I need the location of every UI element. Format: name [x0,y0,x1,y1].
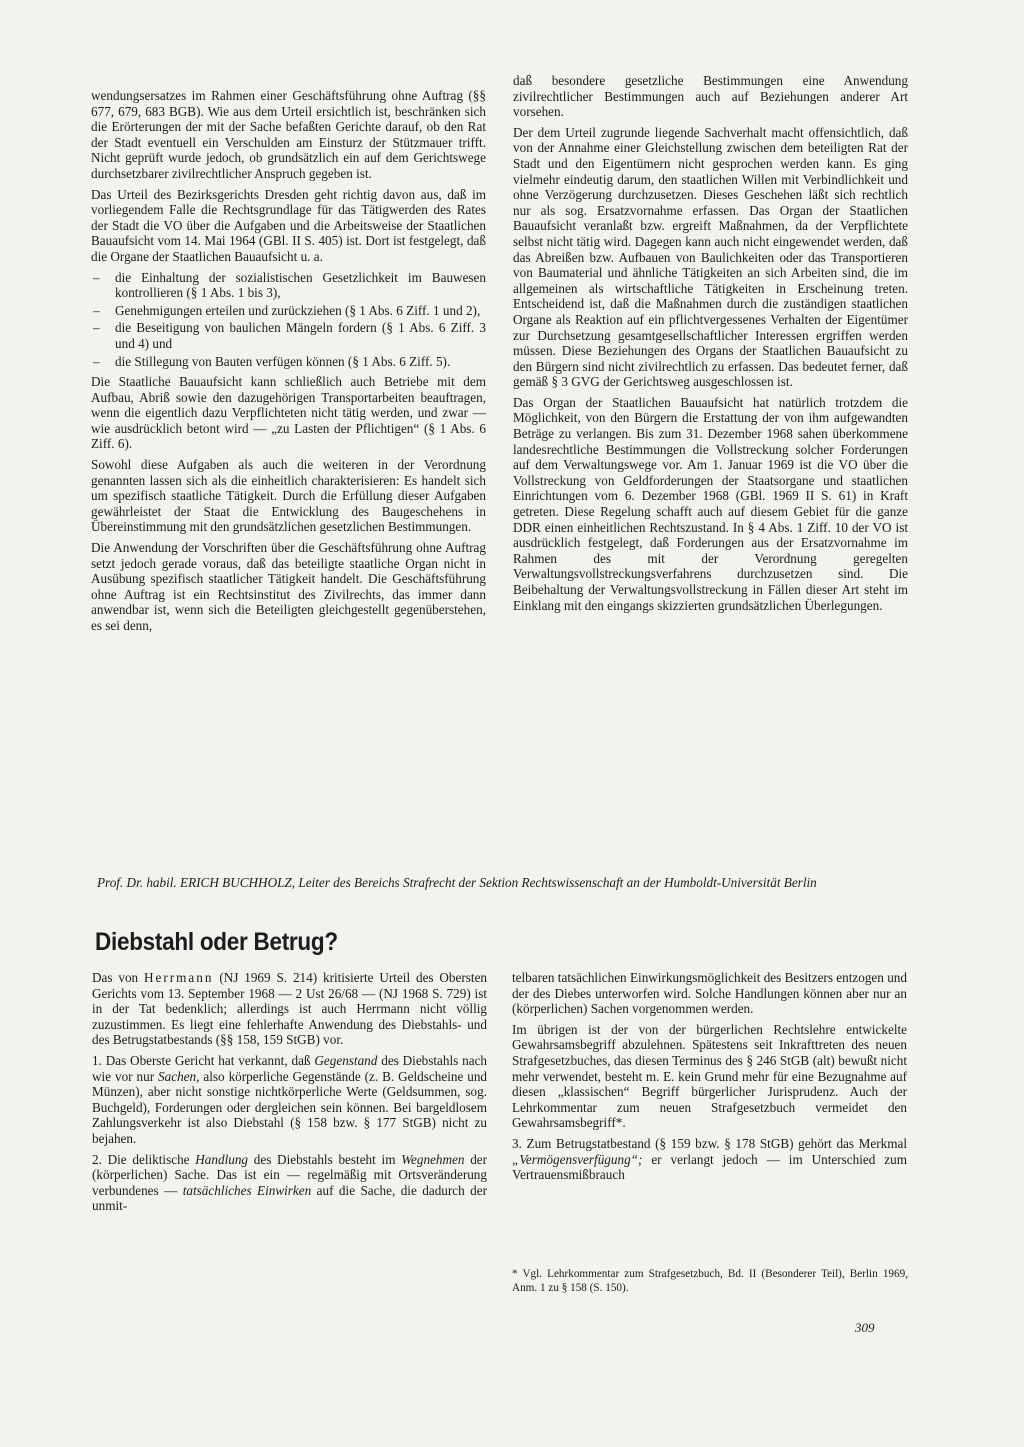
paragraph: Das Organ der Staatlichen Bauaufsicht hat natürlich trotzdem die Möglichkeit, von den Bürgern die Erstattung der von ihm aufgewandten Beträge zu verlangen. Bis zum 31. Dezember 1968 sahen überkommene landesrechtliche Bestimmungen die Vollstreckung solcher Forderungen auf dem Verwaltungswege vor. Am 1. Januar 1969 ist die VO über die Vollstreckung von Geldforderungen der Staatsorgane und staatlichen Einrichtungen vom 6. Dezember 1968 (GBl. 1969 II S. 61) in Kraft getreten. Diese Regelung schafft auch auf diesem Gebiet für die ganze DDR einen einheitlichen Rechtszustand. In § 4 Abs. 1 Ziff. 10 der VO ist ausdrücklich festgelegt, daß Forderungen aus der Ersatzvornahme im Rahmen des mit der Verordnung geregelten Verwaltungsvollstreckungsverfahrens durchzusetzen sind. Die Beibehaltung der Verwaltungsvollstreckung in Fällen dieser Art steht im Einklang mit den eingangs skizzierten grundsätzlichen Überlegungen. [513,394,908,613]
paragraph [92,970,487,1048]
text-run: der (körperlichen) Sache. Das ist ein — regelmäßig mit Ortsveränderung verbundenes — [92,1151,488,1198]
emphasis: Sachen, [158,1068,200,1084]
top-right-column [513,73,908,618]
list-item: – die Einhaltung der sozialistischen Gesetzlichkeit im Bauwesen kontrollieren (§ 1 Abs. 1 bis 3), [91,270,486,301]
emphasis: Wegnehmen [401,1151,465,1167]
text-run: er verlangt jedoch — im Unterschied zum Vertrauensmißbrauch [512,1151,907,1183]
paragraph: Die Staatliche Bauaufsicht kann schließlich auch Betriebe mit dem Aufbau, Abriß sowie den dazugehörigen Transportarbeiten beauftragen, wenn die eigentlich dazu Verpflichteten nicht tätig werden, und zwar — wie ausdrücklich betont wird — „zu Lasten der Pflichtigen“ (§ 1 Abs. 6 Ziff. 6). [91,374,486,452]
bottom-left-column [92,970,487,1219]
list-item: – die Stillegung von Bauten verfügen können (§ 1 Abs. 6 Ziff. 5). [91,354,486,370]
top-left-column [91,88,486,639]
emphasis: tatsächliches Einwirken [182,1182,312,1198]
paragraph: Das Urteil des Bezirksgerichts Dresden geht richtig davon aus, daß im vorliegendem Falle die Rechtsgrundlage für das Tätigwerden des Rates der Stadt die VO über die Aufgaben und die Arbeitsweise der Staatlichen Bauaufsicht vom 14. Mai 1964 (GBl. II S. 405) ist. Dort ist festgelegt, daß die Organe der Staatlichen Bauaufsicht u. a. [91,186,486,264]
paragraph: daß besondere gesetzliche Bestimmungen eine Anwendung zivilrechtlicher Bestimmungen auch auf Beziehungen anderer Art vorsehen. [513,73,908,120]
paragraph: wendungsersatzes im Rahmen einer Geschäftsführung ohne Auftrag (§§ 677, 679, 683 BGB). Wie aus dem Urteil ersichtlich ist, beschränken sich die Erörterungen der mit der Sache befaßten Gerichte darauf, ob den Rat der Stadt eventuell ein Verschulden am Einsturz der Stützmauer trifft. Nicht geprüft wurde jedoch, ob grundsätzlich ein auf dem Gerichtswege durchsetzbarer zivilrechtlicher Anspruch gegeben ist. [91,88,486,181]
article-title: Diebstahl oder Betrug? [95,928,338,956]
text-run: Das von [92,970,139,985]
emphasis: „Vermögensverfügung“; [512,1151,643,1167]
paragraph: Im übrigen ist der von der bürgerlichen Rechtslehre entwickelte Gewahrsamsbegriff abzulehnen. Spätestens seit Inkrafttreten des neuen Strafgesetzbuches, das diesen Terminus des § 246 StGB (alt) bewußt nicht mehr verwendet, besteht m. E. kein Grund mehr für eine Bezugnahme auf diesen „klassischen“ Begriff bürgerlicher Jurisprudenz. Auch der Lehrkommentar zum neuen Strafgesetzbuch vermeidet den Gewahrsamsbegriff*. [512,1021,907,1131]
paragraph [92,1053,487,1147]
page-number: 309 [855,1320,875,1335]
list-item: – Genehmigungen erteilen und zurückziehen (§ 1 Abs. 6 Ziff. 1 und 2), [91,303,486,319]
paragraph: Sowohl diese Aufgaben als auch die weiteren in der Verordnung genannten lassen sich als die einheitlich charakterisieren: Es handelt sich um spezifisch staatliche Tätigkeit. Durch die Erfüllung dieser Aufgaben gewährleistet der Staat die Entwicklung des Baugeschehens in Übereinstimmung mit den grundsätzlichen gesetzlichen Bestimmungen. [91,457,486,535]
paragraph: telbaren tatsächlichen Einwirkungsmöglichkeit des Besitzers entzogen und der des Diebes unterworfen wird. Solche Handlungen können aber nur an (körperlichen) Sachen vorgenommen werden. [512,970,907,1017]
text-run: auf die Sache, die dadurch der unmit- [92,1182,487,1214]
text-run: 1. Das Oberste Gericht hat verkannt, daß [92,1052,311,1068]
text-run: (NJ 1969 S. 214) kritisierte Urteil des Obersten Gerichts vom 13. September 1968 — 2 Ust 26/68 — (NJ 1968 S. 729) ist in der Tat bedenklich; allerdings ist auch Herrmann nicht völlig zuzustimmen. Es liegt eine fehlerhafte Anwendung des Diebstahls- und des Betrugstatbestands (§§ 158, 159 StGB) vor. [92,970,488,1048]
text-run: des Diebstahls nach wie vor nur [92,1052,488,1084]
text-run: 2. Die deliktische [92,1151,190,1167]
paragraph: Die Anwendung der Vorschriften über die Geschäftsführung ohne Auftrag setzt jedoch gerade voraus, daß das beteiligte staatliche Organ nicht in Ausübung spezifisch staatlicher Tätigkeit handelt. Die Geschäftsführung ohne Auftrag ist ein Rechtsinstitut des Zivilrechts, das immer dann anwendbar ist, wenn sich die Beteiligten gleichgestellt gegenüberstehen, es sei denn, [91,540,486,633]
paragraph [92,1152,487,1214]
task-list [91,270,486,370]
list-item: – die Beseitigung von baulichen Mängeln fordern (§ 1 Abs. 6 Ziff. 3 und 4) und [91,320,486,351]
emphasis: Gegenstand [314,1052,378,1068]
author-name-spaced: Herrmann [144,970,214,985]
bottom-right-column [512,970,907,1188]
paragraph: Der dem Urteil zugrunde liegende Sachverhalt macht offensichtlich, daß von der Annahme einer Gleichstellung zwischen dem beteiligten Rat der Stadt und den Eigentümern nicht gesprochen werden kann. Es ging vielmehr eindeutig darum, den staatlichen Willen mit Verbindlichkeit und ohne Verzögerung durchzusetzen. Dieses Geschehen läßt sich rechtlich nur als sog. Ersatzvornahme erfassen. Das Organ der Staatlichen Bauaufsicht veranlaßt bzw. ergreift Maßnahmen, da der Verpflichtete selbst nicht tätig wird. Dagegen kann auch nicht eingewendet werden, daß das Abreißen bzw. Aufbauen von Baulichkeiten oder das Transportieren von Baumaterial und ähnliche Tätigkeiten an sich Arbeiten sind, die im allgemeinen als wirtschaftliche Tätigkeiten in Erscheinung treten. Entscheidend ist, daß die Maßnahmen durch die zuständigen staatlichen Organe als Reaktion auf ein pflichtvergessenes Verhalten der Eigentümer zur Durchsetzung gesamtgesellschaftlicher Interessen ergriffen werden müssen. Diese Beziehungen des Organs der Staatlichen Bauaufsicht zu den Bürgern sind nicht zivilrechtlich zu erfassen. Das bedeutet ferner, daß gemäß § 3 GVG der Gerichtsweg ausgeschlossen ist. [513,124,908,390]
text-run: des Diebstahls besteht im [253,1151,396,1167]
text-run: also körperliche Gegenstände (z. B. Geldscheine und Münzen), aber nicht sonstige nichtkörperliche Werte (Geldsummen, sog. Buchgeld), Forderungen oder dergleichen sein können. Bei bargeldlosem Zahlungsverkehr ist also Diebstahl (§ 158 bzw. § 177 StGB) nicht zu bejahen. [92,1068,488,1146]
author-line: Prof. Dr. habil. ERICH BUCHHOLZ, Leiter des Bereichs Strafrecht der Sektion Rechtswissenschaft an der Humboldt-Universität Berlin [97,875,817,890]
paragraph [512,1136,907,1183]
footnote: * Vgl. Lehrkommentar zum Strafgesetzbuch, Bd. II (Besonderer Teil), Berlin 1969, Anm. 1 zu § 158 (S. 150). [512,1268,908,1294]
text-run: 3. Zum Betrugstatbestand (§ 159 bzw. § 178 StGB) gehört das Merkmal [512,1135,907,1151]
emphasis: Handlung [195,1151,249,1167]
